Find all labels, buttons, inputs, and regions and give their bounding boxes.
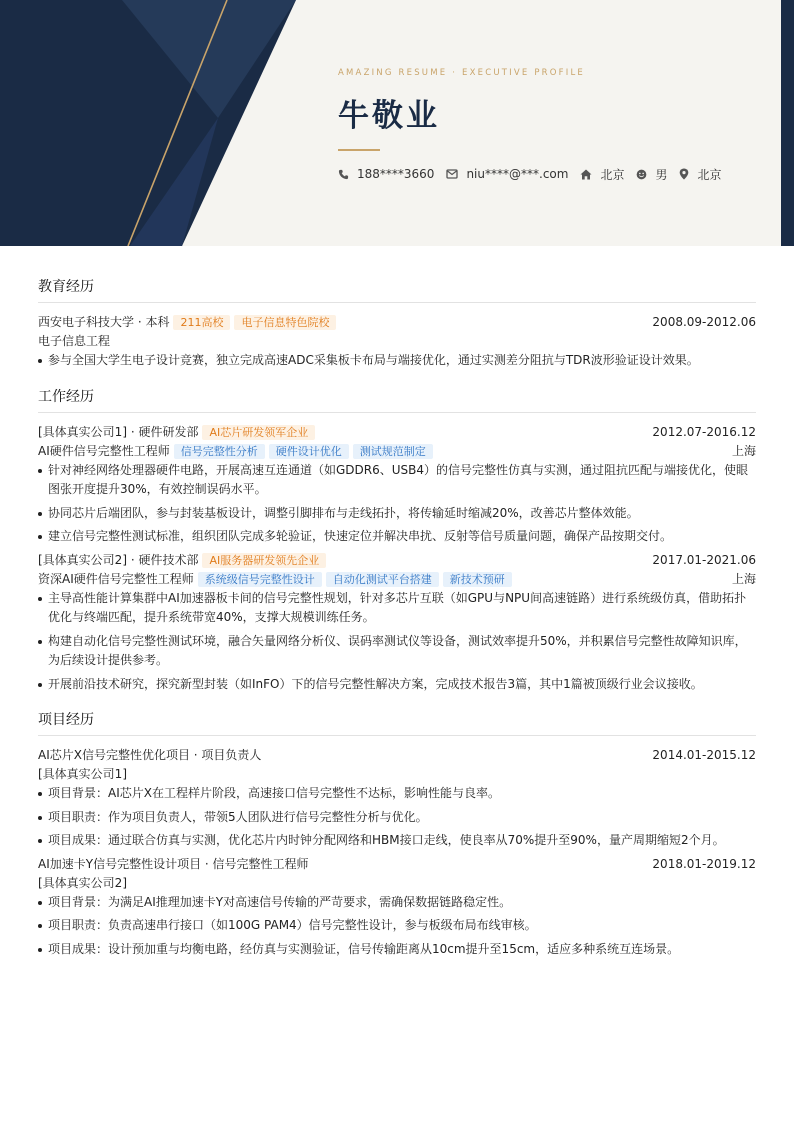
skill-tag: 硬件设计优化 (269, 444, 349, 459)
work-section (38, 386, 756, 695)
skill-tag: 系统级信号完整性设计 (198, 572, 322, 587)
hero-block (338, 68, 778, 183)
job-bullets (38, 461, 756, 547)
contact-email (446, 167, 568, 181)
bullet-item: 参与全国大学生电子设计竞赛，独立完成高速ADC采集板卡布局与端接优化，通过实测差分阻抗与TDR波形验证设计效果。 (38, 351, 756, 371)
project-company: [具体真实公司2] (38, 875, 127, 890)
job-date: 2017.01-2021.06 (652, 552, 756, 567)
project-entry (38, 746, 756, 851)
education-date: 2008.09-2012.06 (652, 315, 756, 329)
contact-phone (338, 167, 434, 181)
job-entry (38, 551, 756, 695)
contact-gender (636, 166, 667, 183)
company-tag: AI服务器研发领先企业 (202, 553, 326, 568)
bullet-item: 项目成果：设计预加重与均衡电路，经仿真与实测验证，信号传输距离从10cm提升至15cm，适应多种系统互连场景。 (38, 940, 756, 960)
school-tag: 211高校 (173, 315, 230, 330)
project-name: AI加速卡Y信号完整性设计项目 · 信号完整性工程师 (38, 856, 309, 871)
phone-text: 188****3660 (357, 167, 435, 181)
bullet-item: 项目背景：AI芯片X在工程样片阶段，高速接口信号完整性不达标，影响性能与良率。 (38, 784, 756, 804)
candidate-name: 牛敬业 (338, 98, 440, 134)
major: 电子信息工程 (38, 334, 111, 348)
job-bullets (38, 589, 756, 695)
section-title: 项目经历 (38, 709, 756, 736)
bullet-item: 项目成果：通过联合仿真与实测，优化芯片内时钟分配网络和HBM接口走线，使良率从70%提升至90%，量产周期缩短2个月。 (38, 831, 756, 851)
header-tagline: AMAZING RESUME · EXECUTIVE PROFILE (338, 68, 585, 78)
location-pin-icon (679, 168, 689, 180)
company-tag: AI芯片研发领军企业 (202, 425, 315, 440)
skill-tag: 测试规范制定 (353, 444, 433, 459)
email-text: niu****@***.com (466, 167, 569, 181)
bullet-item: 开展前沿技术研究，探究新型封装（如InFO）下的信号完整性解决方案，完成技术报告3篇，其中1篇被顶级行业会议接收。 (38, 675, 756, 695)
contact-location (679, 166, 721, 183)
job-date: 2012.07-2016.12 (652, 424, 756, 439)
bullet-item: 构建自动化信号完整性测试环境，融合矢量网络分析仪、误码率测试仪等设备，测试效率提升50%，并积累信号完整性故障知识库，为后续设计提供参考。 (38, 632, 756, 671)
education-section (38, 276, 756, 371)
job-city: 上海 (731, 571, 756, 586)
job-role: 资深AI硬件信号完整性工程师 (38, 571, 194, 586)
section-title: 工作经历 (38, 386, 756, 413)
section-title: 教育经历 (38, 276, 756, 303)
job-city: 上海 (731, 443, 756, 458)
skill-tag: 新技术预研 (443, 572, 512, 587)
education-entry (38, 313, 756, 371)
home-icon (580, 169, 592, 180)
mail-icon (446, 169, 458, 179)
skill-tag: 自动化测试平台搭建 (326, 572, 439, 587)
smile-icon (636, 169, 647, 180)
location-text: 北京 (697, 167, 722, 182)
bullet-item: 建立信号完整性测试标准，组织团队完成多轮验证，快速定位并解决串扰、反射等信号质量问题，确保产品按期交付。 (38, 527, 756, 547)
bullet-item: 协同芯片后端团队，参与封装基板设计，调整引脚排布与走线拓扑，将传输延时缩减20%，改善芯片整体效能。 (38, 504, 756, 524)
school-name: 西安电子科技大学 · 本科 (38, 315, 170, 329)
residence-text: 北京 (600, 167, 625, 182)
skill-tag: 信号完整性分析 (174, 444, 265, 459)
project-date: 2014.01-2015.12 (652, 748, 756, 762)
project-name: AI芯片X信号完整性优化项目 · 项目负责人 (38, 748, 262, 762)
bullet-item: 针对神经网络处理器硬件电路，开展高速互连通道（如GDDR6、USB4）的信号完整性仿真与实测，通过阻抗匹配与端接优化，使眼图张开度提升30%，有效控制误码水平。 (38, 461, 756, 500)
gender-text: 男 (655, 167, 668, 182)
bullet-item: 项目职责：负责高速串行接口（如100G PAM4）信号完整性设计，参与板级布局布线审核。 (38, 916, 756, 936)
project-company: [具体真实公司1] (38, 767, 127, 781)
resume-header (0, 0, 794, 246)
navy-right-bar (781, 0, 794, 246)
bullet-item: 项目职责：作为项目负责人，带领5人团队进行信号完整性分析与优化。 (38, 808, 756, 828)
bullet-item: 项目背景：为满足AI推理加速卡Y对高速信号传输的严苛要求，需确保数据链路稳定性。 (38, 893, 756, 913)
job-entry (38, 423, 756, 547)
bullet-item: 主导高性能计算集群中AI加速器板卡间的信号完整性规划，针对多芯片互联（如GPU与NPU间高速链路）进行系统级仿真，借助拓扑优化与终端匹配，提升系统带宽40%，支撑大规模训练任务。 (38, 589, 756, 628)
project-entry (38, 855, 756, 960)
phone-icon (338, 169, 349, 180)
school-tag: 电子信息特色院校 (234, 315, 336, 330)
projects-section (38, 709, 756, 959)
contact-residence (580, 166, 624, 183)
resume-body (38, 276, 756, 974)
project-date: 2018.01-2019.12 (652, 856, 756, 871)
company-name: [具体真实公司1] · 硬件研发部 (38, 424, 199, 439)
job-role: AI硬件信号完整性工程师 (38, 443, 170, 458)
contact-info (338, 166, 778, 183)
education-bullets (38, 351, 756, 371)
project-bullets (38, 893, 756, 960)
project-bullets (38, 784, 756, 851)
company-name: [具体真实公司2] · 硬件技术部 (38, 552, 199, 567)
gold-divider (338, 149, 380, 151)
